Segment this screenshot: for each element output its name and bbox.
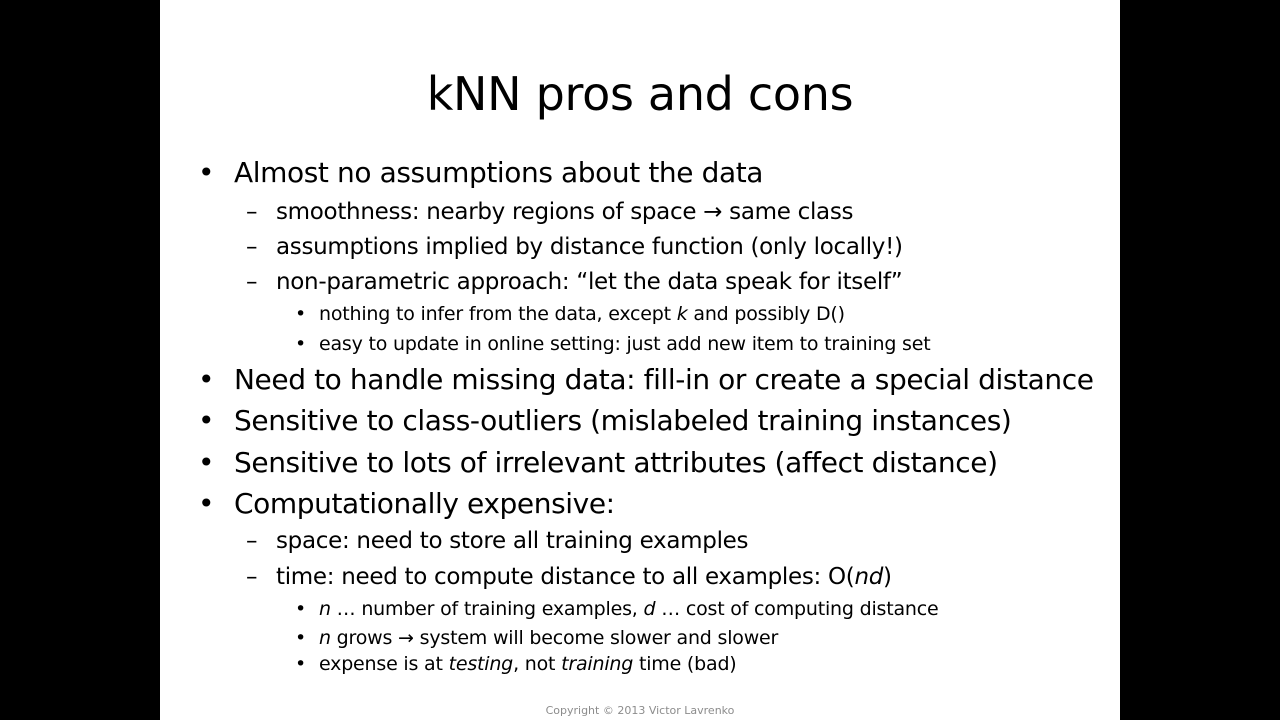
text-pre: expense is at	[319, 653, 449, 675]
dash-marker: –	[246, 199, 258, 225]
bullet-marker: •	[198, 363, 215, 396]
sub-sub-bullet-item	[295, 597, 939, 621]
italic-nd: nd	[854, 564, 884, 590]
text-post: and possibly D()	[687, 303, 845, 325]
bullet-item	[198, 363, 1094, 397]
text-pre: nothing to infer from the data, except	[319, 303, 677, 325]
bullet-marker: •	[295, 598, 307, 620]
text-pre: time: need to compute distance to all examples: O(	[276, 564, 855, 590]
bullet-text: Computationally expensive:	[234, 487, 615, 520]
text-pre: grows	[330, 627, 399, 649]
bullet-item	[198, 487, 615, 521]
bullet-item	[198, 404, 1012, 438]
italic-training: training	[561, 653, 634, 675]
dash-marker: –	[246, 564, 258, 590]
slide-title: kNN pros and cons	[426, 67, 854, 121]
bullet-item	[198, 446, 998, 480]
bullet-marker: •	[295, 303, 307, 325]
dash-marker: –	[246, 269, 258, 295]
text-post: time (bad)	[633, 653, 737, 675]
sub-bullet-text: assumptions implied by distance function (only locally!)	[276, 234, 903, 260]
sub-sub-bullet-item	[295, 302, 845, 326]
arrow-icon: →	[398, 627, 414, 649]
bullet-text: Need to handle missing data: fill-in or create a special distance	[234, 363, 1094, 396]
sub-bullet-text-post: same class	[722, 199, 854, 225]
copyright-footer: Copyright © 2013 Victor Lavrenko	[545, 704, 735, 717]
bullet-marker: •	[198, 156, 215, 189]
italic-testing: testing	[448, 653, 514, 675]
sub-bullet-text: non-parametric approach: “let the data speak for itself”	[276, 269, 903, 295]
sub-bullet-item	[246, 563, 892, 591]
slide	[160, 0, 1120, 720]
sub-bullet-text: space: need to store all training examples	[276, 528, 749, 554]
dash-marker: –	[246, 528, 258, 554]
sub-bullet-item	[246, 233, 903, 261]
text-mid: … number of training examples,	[330, 598, 644, 620]
sub-bullet-item	[246, 268, 903, 296]
bullet-marker: •	[198, 404, 215, 437]
bullet-marker: •	[295, 653, 307, 675]
italic-d: d	[643, 598, 656, 620]
bullet-marker: •	[295, 333, 307, 355]
text-post: system will become slower and slower	[413, 627, 779, 649]
bullet-marker: •	[295, 627, 307, 649]
arrow-icon: →	[703, 199, 723, 225]
italic-n: n	[319, 627, 331, 649]
bullet-text: Almost no assumptions about the data	[234, 156, 764, 189]
bullet-item	[198, 156, 764, 190]
text-post: … cost of computing distance	[655, 598, 939, 620]
italic-n: n	[319, 598, 331, 620]
sub-sub-bullet-item	[295, 332, 931, 356]
bullet-marker: •	[198, 446, 215, 479]
sub-sub-bullet-item	[295, 652, 737, 676]
sub-sub-bullet-item	[295, 626, 779, 650]
bullet-marker: •	[198, 487, 215, 520]
sub-bullet-item	[246, 198, 854, 226]
bullet-text: Sensitive to class-outliers (mislabeled training instances)	[234, 404, 1012, 437]
sub-bullet-item	[246, 527, 749, 555]
dash-marker: –	[246, 234, 258, 260]
italic-k: k	[676, 303, 688, 325]
sub-bullet-text-pre: smoothness: nearby regions of space	[276, 199, 704, 225]
text-post: )	[883, 564, 892, 590]
bullet-text: Sensitive to lots of irrelevant attributes (affect distance)	[234, 446, 998, 479]
sub-sub-bullet-text: easy to update in online setting: just add new item to training set	[319, 333, 931, 355]
text-mid: , not	[513, 653, 562, 675]
